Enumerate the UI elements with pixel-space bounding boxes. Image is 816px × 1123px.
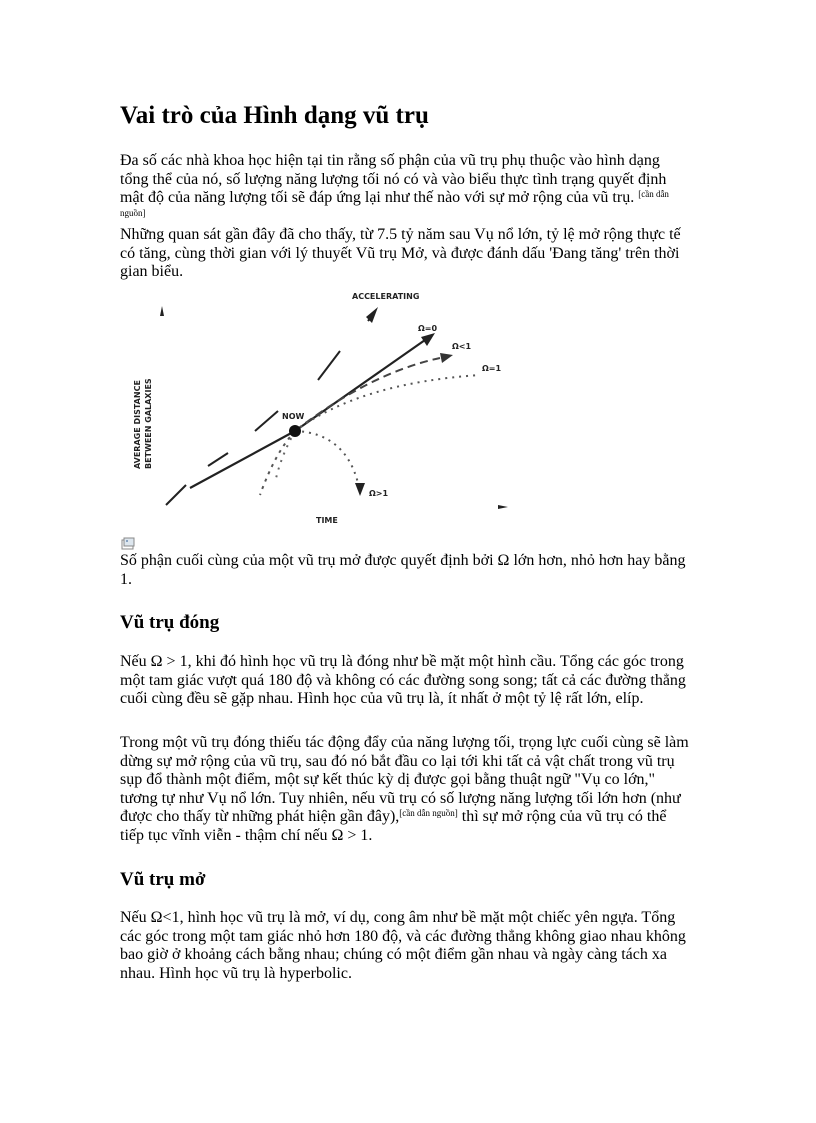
citation-needed-link[interactable]: [cần dẫn nguồn] bbox=[120, 189, 669, 218]
intro-paragraph bbox=[120, 152, 692, 282]
accelerating-past-dash-3 bbox=[255, 411, 278, 431]
omega-greater-one-arrowhead bbox=[355, 483, 365, 496]
page-title: Vai trò của Hình dạng vũ trụ bbox=[120, 102, 429, 129]
intro-text-b: Những quan sát gần đây đã cho thấy, từ 7.5 tỷ năm sau Vụ nổ lớn, tỷ lệ mở rộng thực tế có tăng, cùng thời gian với lý thuyết Vũ trụ Mở, và được đánh dấu 'Đang tăng' trên thời gian biểu. bbox=[120, 226, 681, 280]
broken-image-icon bbox=[120, 536, 136, 552]
label-time: TIME bbox=[316, 516, 338, 525]
label-omega-zero: Ω=0 bbox=[418, 324, 438, 333]
omega-greater-one-curve bbox=[295, 431, 358, 483]
past-expansion-line bbox=[190, 431, 295, 488]
omega-one-curve bbox=[295, 375, 480, 431]
open-universe-paragraph: Nếu Ω<1, hình học vũ trụ là mở, ví dụ, cong âm như bề mặt một chiếc yên ngựa. Tổng các góc trong một tam giác nhỏ hơn 180 độ, và các đường thẳng không giao nhau không bao giờ ở khoảng cách bằng nhau; chúng có một điểm gần nhau và ngày càng tách xa nhau. Hình học vũ trụ là hyperbolic. bbox=[120, 909, 686, 982]
closed-universe-paragraph-1: Nếu Ω > 1, khi đó hình học vũ trụ là đóng như bề mặt một hình cầu. Tổng các góc trong một tam giác vượt quá 180 độ và không có các đường song song; tất cả các đường thẳng cuối cùng đều sẽ gặp nhau. Hình học của vũ trụ là, ít nhất ở một tỷ lệ rất lớn, elíp. bbox=[120, 653, 686, 707]
y-axis-arrow bbox=[160, 306, 164, 316]
closed-paragraph-2-text-a: Trong một vũ trụ đóng thiếu tác động đẩy của năng lượng tối, trọng lực cuối cùng sẽ làm dừng sự mở rộng của vũ trụ, sau đó nó bắt đầu co lại tới khi tất cả vật chất trong vũ trụ sụp đổ thành một điểm, một sự kết thúc kỳ dị được gọi bằng thuật ngữ "Vụ co lớn," tương tự như Vụ nổ lớn. Tuy nhiên, nếu vũ trụ có số lượng năng lượng tối lớn hơn (như được cho thấy từ những phát hiện gần đây), bbox=[120, 734, 689, 825]
closed-paragraph-2-text-b: thì sự mở rộng của vũ trụ có thể tiếp tục vĩnh viễn - thậm chí nếu Ω > 1. bbox=[120, 808, 667, 844]
label-y-axis-line1: AVERAGE DISTANCE bbox=[133, 380, 142, 469]
intro-text-a: Đa số các nhà khoa học hiện tại tin rằng số phận của vũ trụ phụ thuộc vào hình dạng tổng thể của nó, số lượng năng lượng tối nó có và vào biểu thực tình trạng quyết định mật độ của năng lượng tối sẽ đáp ứng lại như thế nào với sự mở rộng của vũ trụ. bbox=[120, 152, 667, 206]
label-now: NOW bbox=[282, 412, 305, 421]
open-universe-heading: Vũ trụ mở bbox=[120, 869, 206, 890]
omega-less-one-curve bbox=[295, 358, 440, 431]
accelerating-past-dash-1 bbox=[166, 485, 186, 505]
now-point bbox=[289, 425, 301, 437]
accelerating-past-dash-2 bbox=[208, 453, 228, 466]
label-omega-greater-one: Ω>1 bbox=[369, 489, 389, 498]
label-omega-one: Ω=1 bbox=[482, 364, 502, 373]
citation-needed-link[interactable]: [cần dẫn nguồn] bbox=[399, 808, 458, 818]
omega-less-one-arrowhead bbox=[440, 353, 453, 363]
label-omega-less-one: Ω<1 bbox=[452, 342, 472, 351]
omega-zero-arrowhead bbox=[421, 333, 435, 346]
x-axis-arrow bbox=[498, 505, 508, 509]
closed-universe-heading: Vũ trụ đóng bbox=[120, 612, 220, 633]
label-y-axis-line2: BETWEEN GALAXIES bbox=[144, 378, 153, 469]
past-omega-one bbox=[275, 431, 295, 483]
universe-fate-diagram bbox=[120, 283, 520, 535]
universe-fate-figure bbox=[120, 283, 520, 535]
accelerating-past-dash-4 bbox=[318, 351, 340, 380]
figure-caption: Số phận cuối cùng của một vũ trụ mở được quyết định bởi Ω lớn hơn, nhỏ hơn hay bằng 1. bbox=[120, 552, 686, 588]
closed-universe-paragraph-2 bbox=[120, 734, 692, 845]
label-accelerating: ACCELERATING bbox=[352, 292, 420, 301]
